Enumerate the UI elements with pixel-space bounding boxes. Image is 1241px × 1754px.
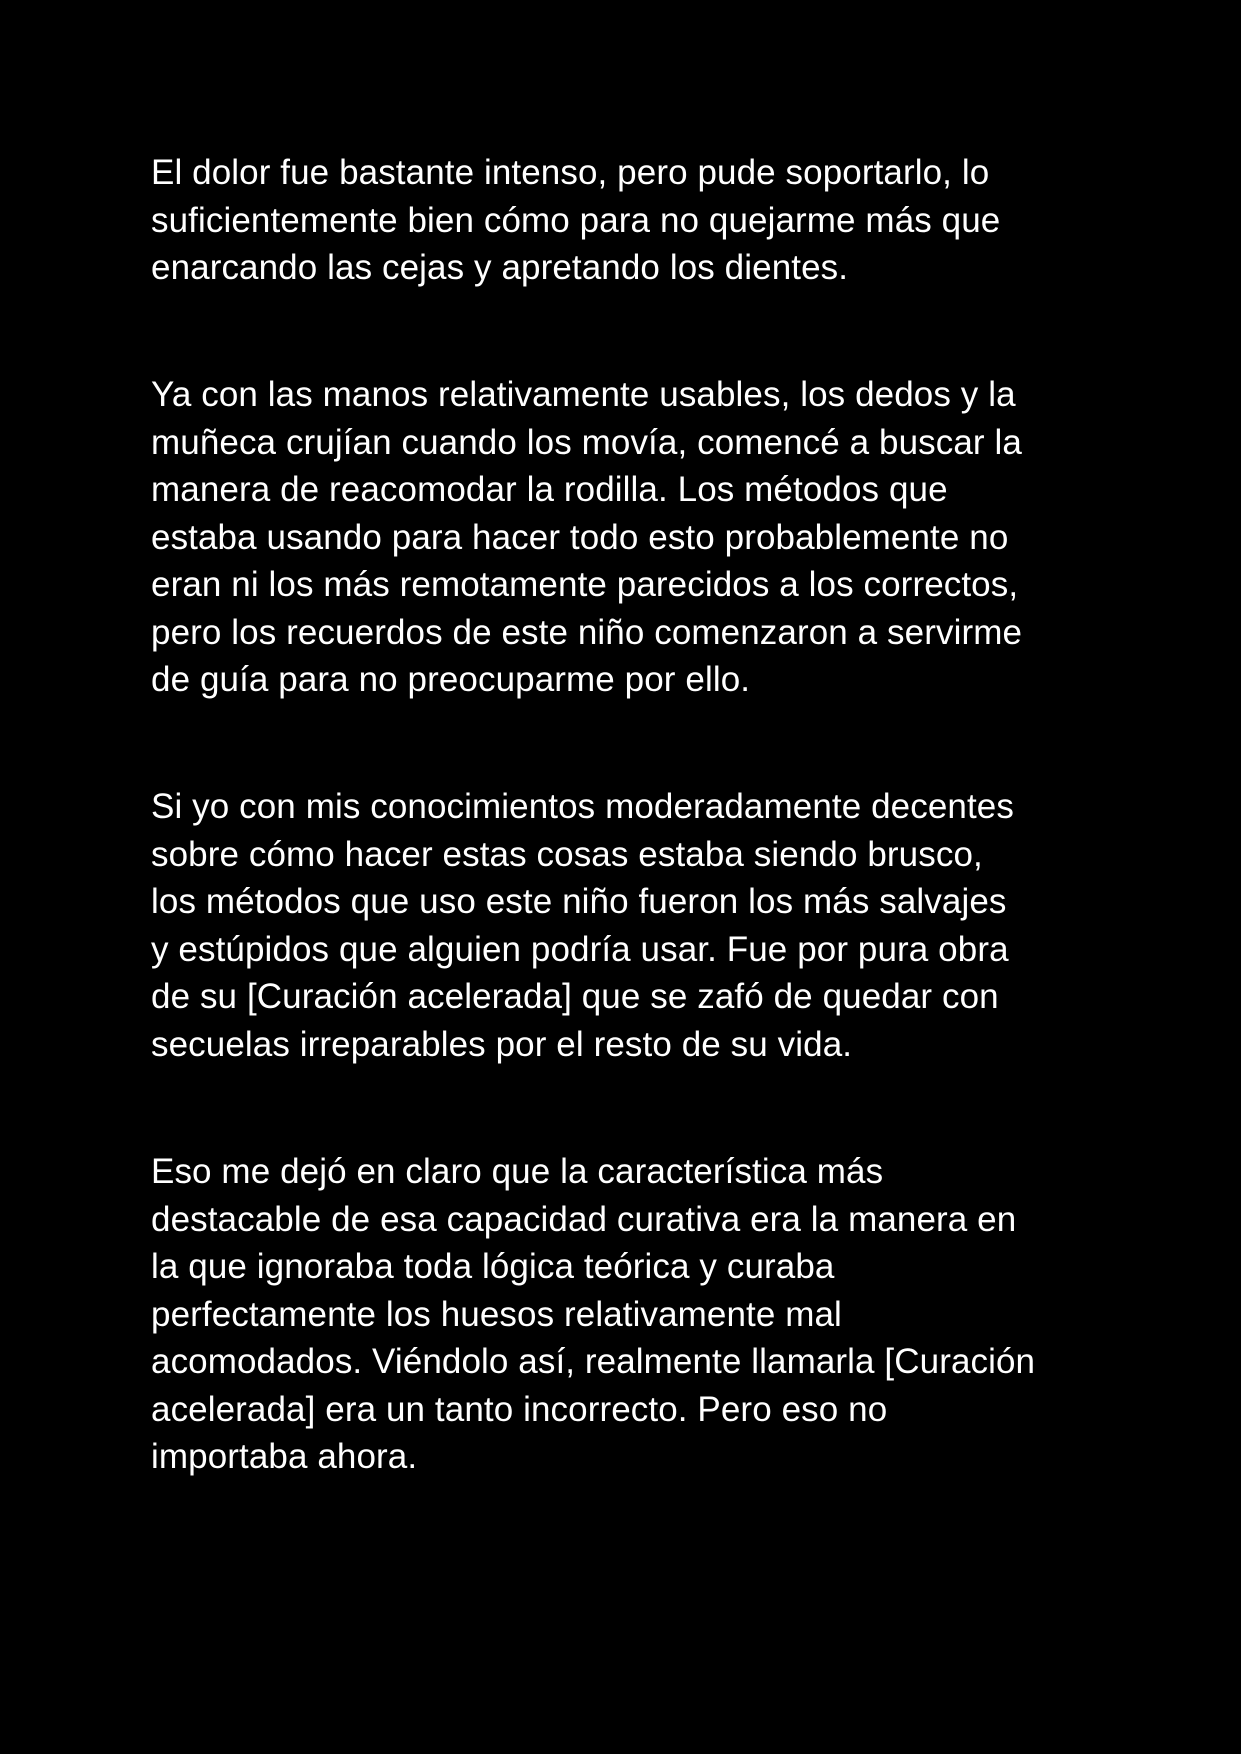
paragraph-line: la que ignoraba toda lógica teórica y curaba [151,1247,835,1286]
paragraph-line: acomodados. Viéndolo así, realmente llamarla [Curación [151,1342,1036,1381]
paragraph-line: estaba usando para hacer todo esto probablemente no [151,517,1009,557]
paragraph-line: secuelas irreparables por el resto de su vida. [151,1024,853,1064]
paragraph-line: Eso me dejó en claro que la característica más [151,1152,884,1191]
paragraph-line: Si yo con mis conocimientos moderadamente decentes [151,787,1014,826]
paragraph-line: El dolor fue bastante intenso, pero pude soportarlo, lo [151,153,990,192]
paragraph-4 [151,1148,1096,1481]
paragraph-line: importaba ahora. [151,1437,418,1476]
paragraph-line: manera de reacomodar la rodilla. Los métodos que [151,470,948,509]
paragraph-line: pero los recuerdos de este niño comenzaron a servirme [151,612,1023,652]
paragraph-2 [151,371,1096,704]
paragraph-line: perfectamente los huesos relativamente mal [151,1294,842,1334]
paragraph-line: enarcando las cejas y apretando los dientes. [151,248,849,287]
paragraph-line: muñeca crujían cuando los movía, comencé a buscar la [151,422,1022,462]
paragraph-line: de guía para no preocuparme por ello. [151,660,751,699]
paragraph-1 [151,149,1096,292]
paragraph-line: destacable de esa capacidad curativa era la manera en [151,1199,1017,1239]
paragraph-line: eran ni los más remotamente parecidos a los correctos, [151,565,1019,604]
paragraph-line: Ya con las manos relativamente usables, los dedos y la [151,375,1016,414]
paragraph-line: sobre cómo hacer estas cosas estaba siendo brusco, [151,834,983,874]
paragraph-line: acelerada] era un tanto incorrecto. Pero eso no [151,1389,888,1429]
paragraph-3 [151,783,1096,1068]
paragraph-line: suficientemente bien cómo para no quejarme más que [151,200,1001,240]
paragraph-line: y estúpidos que alguien podría usar. Fue por pura obra [151,929,1009,969]
paragraph-line: los métodos que uso este niño fueron los más salvajes [151,882,1007,921]
paragraph-line: de su [Curación acelerada] que se zafó de quedar con [151,977,999,1016]
